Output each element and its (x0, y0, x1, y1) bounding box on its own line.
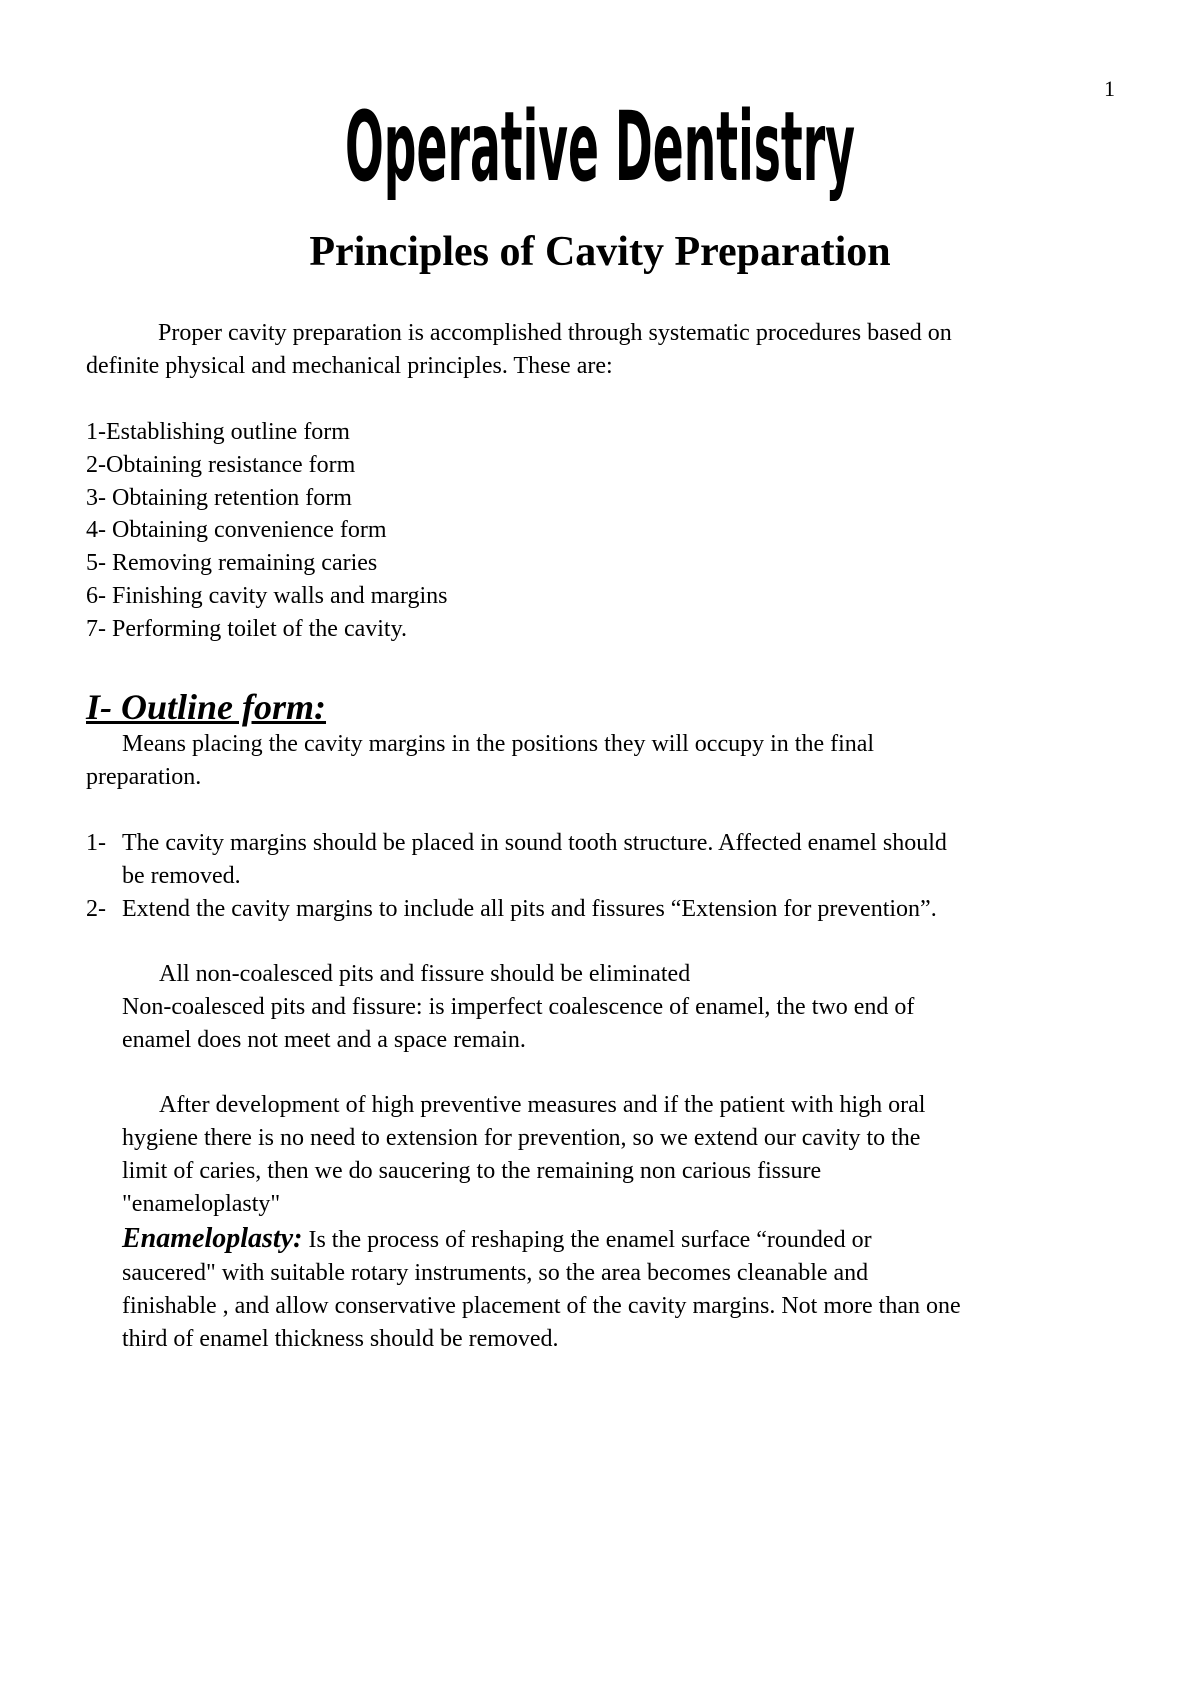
section-heading: I- Outline form: (86, 687, 327, 727)
enameloplasty-paragraph (122, 1222, 1146, 1356)
logo-text: Operative Dentistry (345, 92, 855, 204)
list-item (86, 893, 1146, 926)
enameloplasty-term: Enameloplasty: (122, 1223, 303, 1254)
paragraph-line: All non-coalesced pits and fissure should be eliminated (159, 961, 691, 987)
rule-line: be removed. (122, 863, 241, 889)
list-item: 4- Obtaining convenience form (86, 517, 387, 544)
paragraph-line: enamel does not meet and a space remain. (122, 1027, 526, 1053)
paragraph-line: hygiene there is no need to extension for prevention, so we extend our cavity to the (122, 1125, 921, 1151)
page-number: 1 (1104, 76, 1115, 101)
paragraph-line (122, 1222, 1146, 1257)
list-number: 1- (86, 830, 106, 856)
paragraph-line: finishable , and allow conservative placement of the cavity margins. Not more than one (122, 1293, 961, 1319)
doc-title: Principles of Cavity Preparation (309, 229, 891, 275)
prevention-paragraph (122, 1089, 1146, 1221)
list-item (86, 827, 1146, 893)
outline-definition (86, 728, 1146, 794)
paragraph-line: Non-coalesced pits and fissure: is imperfect coalescence of enamel, the two end of (122, 994, 915, 1020)
list-item: 1-Establishing outline form (86, 419, 350, 445)
intro-line: definite physical and mechanical principles. These are: (86, 353, 613, 379)
paragraph-line: limit of caries, then we do saucering to the remaining non carious fissure (122, 1158, 822, 1184)
definition-line: preparation. (86, 764, 202, 790)
list-item: 3- Obtaining retention form (86, 484, 352, 511)
outline-rules-list (86, 827, 1146, 926)
wordart-logo (0, 92, 1200, 217)
rule-line: The cavity margins should be placed in sound tooth structure. Affected enamel should (122, 830, 947, 856)
intro-line: Proper cavity preparation is accomplished through systematic procedures based on (158, 320, 952, 346)
paragraph-line: "enameloplasty" (122, 1191, 281, 1217)
noncoalesced-paragraph (122, 958, 1146, 1057)
list-number: 2- (86, 896, 106, 922)
intro-paragraph (86, 317, 1146, 383)
list-item: 5- Removing remaining caries (86, 550, 378, 577)
rule-line: Extend the cavity margins to include all pits and fissures “Extension for prevention”. (122, 896, 937, 922)
list-item: 7- Performing toilet of the cavity. (86, 615, 408, 642)
paragraph-line: After development of high preventive measures and if the patient with high oral (159, 1092, 926, 1118)
definition-text: Is the process of reshaping the enamel surface “rounded or (302, 1227, 872, 1253)
list-item: 2-Obtaining resistance form (86, 451, 356, 478)
definition-line: Means placing the cavity margins in the positions they will occupy in the final (122, 731, 875, 757)
paragraph-line: saucered" with suitable rotary instruments, so the area becomes cleanable and (122, 1260, 869, 1286)
list-item: 6- Finishing cavity walls and margins (86, 582, 448, 609)
preparation-steps-list (86, 416, 448, 646)
paragraph-line: third of enamel thickness should be removed. (122, 1326, 559, 1352)
